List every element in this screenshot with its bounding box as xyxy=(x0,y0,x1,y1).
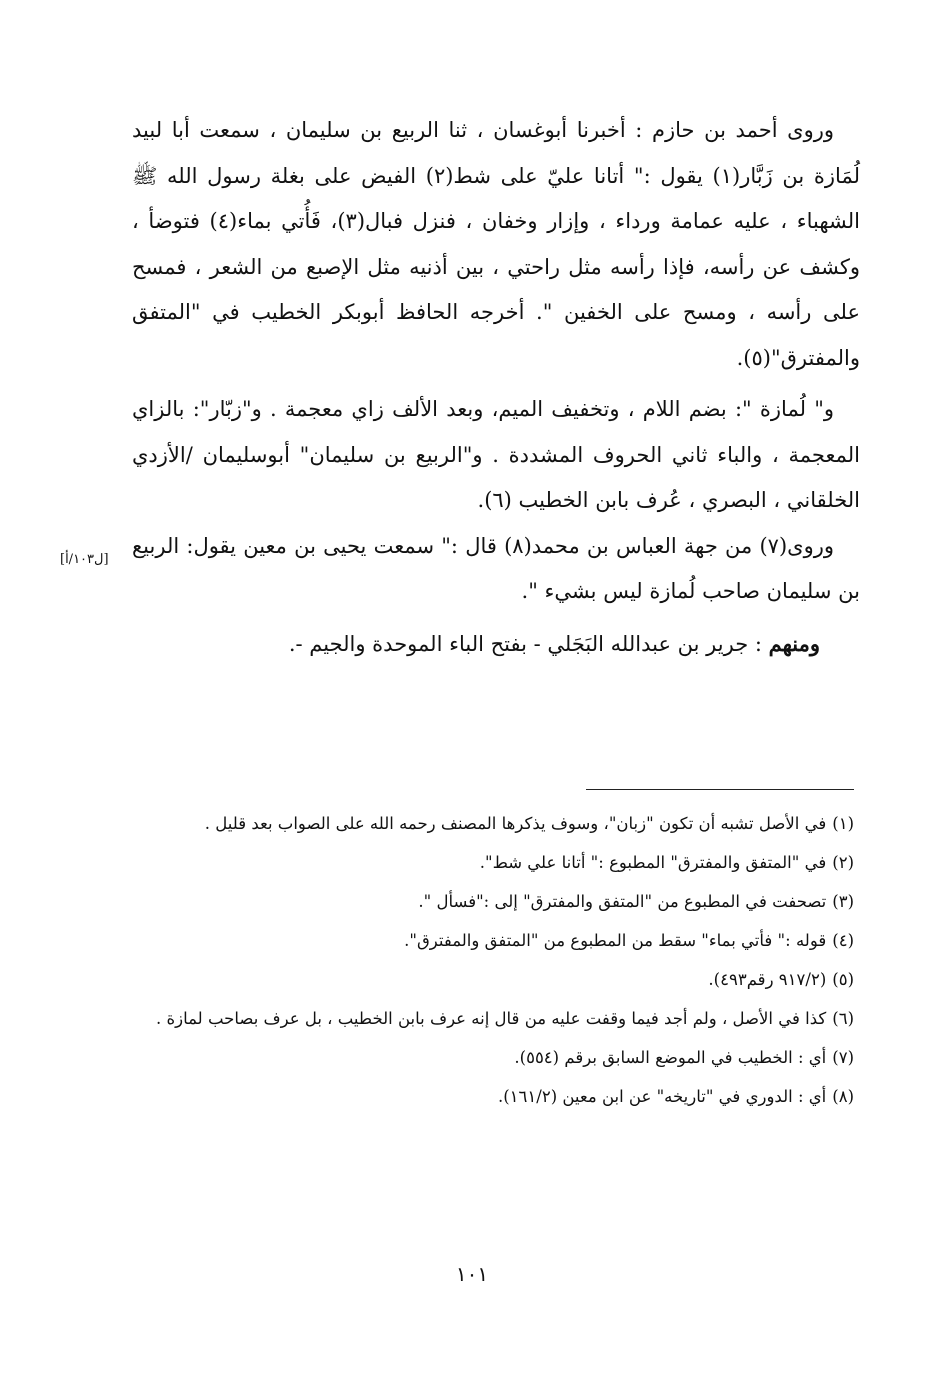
footnote-3 xyxy=(142,882,854,921)
footnote-2 xyxy=(142,843,854,882)
footnote-number: (٢) xyxy=(832,853,854,872)
footnote-number: (٨) xyxy=(832,1087,854,1106)
footnote-7 xyxy=(142,1038,854,1077)
footnotes xyxy=(142,804,854,1116)
footnote-6 xyxy=(142,999,854,1038)
footnote-text: في الأصل تشبه أن تكون "زبان"، وسوف يذكرها المصنف رحمه الله على الصواب بعد قليل . xyxy=(204,814,827,833)
main-text xyxy=(132,108,860,667)
footnote-number: (٥) xyxy=(832,970,854,989)
footnote-number: (٣) xyxy=(832,892,854,911)
paragraph-2: و" لُمازة ": بضم اللام ، وتخفيف الميم، وبعد الألف زاي معجمة . و"زبّار": بالزاي المعجمة ، والباء ثاني الحروف المشددة . و"الربيع بن سليمان" أبوسليمان /الأزدي الخلقاني ، البصري ، عُرف بابن الخطيب (٦). xyxy=(132,397,860,512)
footnote-8 xyxy=(142,1077,854,1116)
footnote-text: تصحفت في المطبوع من "المتفق والمفترق" إلى :"فسأل ". xyxy=(418,892,827,911)
footnote-number: (٧) xyxy=(832,1048,854,1067)
paragraph-4-heading: ومنهم xyxy=(768,630,820,656)
footnote-5 xyxy=(142,960,854,999)
page-number: ١٠١ xyxy=(455,1262,489,1286)
paragraph-3: وروى(٧) من جهة العباس بن محمد(٨) قال :" سمعت يحيى بن معين يقول: الربيع بن سليمان صاحب لُمازة ليس بشيء ". xyxy=(132,533,860,603)
footnote-number: (٤) xyxy=(832,931,854,950)
footnote-text: أي : الخطيب في الموضع السابق برقم (٥٥٤). xyxy=(514,1048,827,1067)
footnote-4 xyxy=(142,921,854,960)
footnote-text: قوله :" فأتي بماء" سقط من المطبوع من "المتفق والمفترق". xyxy=(404,931,827,950)
footnote-text: أي : الدوري في "تاريخه" عن ابن معين (١٦١/٢). xyxy=(497,1087,827,1106)
paragraph-4 xyxy=(132,621,860,668)
footnote-text: كذا في الأصل ، ولم أجد فيما وقفت عليه من قال إنه عرف بابن الخطيب ، بل عرف بصاحب لمازة . xyxy=(156,1009,827,1028)
footnote-text: (٩١٧/٢ رقم٤٩٣). xyxy=(708,970,827,989)
footnote-text: في "المتفق والمفترق" المطبوع :" أتانا علي شط". xyxy=(479,853,827,872)
manuscript-folio-note: [ل١٠٣/أ] xyxy=(60,552,109,567)
footnote-1 xyxy=(142,804,854,843)
footnote-number: (٦) xyxy=(832,1009,854,1028)
paragraph-4-text: : جرير بن عبدالله البَجَلي - بفتح الباء الموحدة والجيم -. xyxy=(288,631,769,656)
paragraph-1: وروى أحمد بن حازم : أخبرنا أبوغسان ، ثنا الربيع بن سليمان ، سمعت أبا لبيد لُمَازة بن زَبَّار(١) يقول :" أتانا عليّ على شط(٢) الفيض على بغلة رسول الله ﷺ الشهباء ، عليه عمامة ورداء ، وإزار وخفان ، فنزل فبال(٣)، فَأُتي بماء(٤) فتوضأ ، وكشف عن رأسه، فإذا رأسه مثل راحتي ، بين أذنيه مثل الإصبع من الشعر ، فمسح على رأسه ، ومسح على الخفين ". أخرجه الحافظ أبوبكر الخطيب في "المتفق والمفترق"(٥). xyxy=(132,118,860,370)
footnote-number: (١) xyxy=(832,814,854,833)
footnote-separator xyxy=(586,789,854,790)
